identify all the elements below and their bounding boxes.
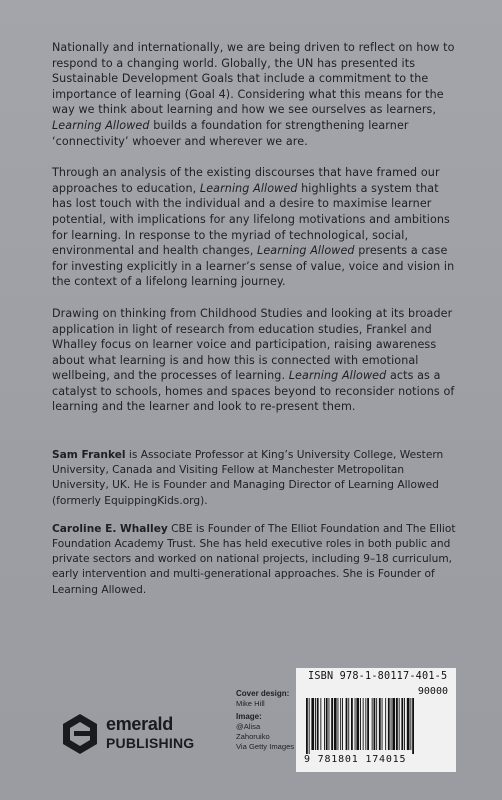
publisher-logo	[60, 712, 195, 758]
author-bio-sam-frankel: Sam Frankel is Associate Professor at King’s University College, Western University, Canada and Visiting Fellow at Manchester Metropolitan University, UK. He is Founder and Managing Director of Learning Allowed (formerly EquippingKids.org).	[52, 449, 444, 507]
blurb-text	[52, 40, 462, 431]
blurb-paragraph-1: Nationally and internationally, we are being driven to reflect on how to respond to a changing world. Globally, the UN has presented its Sustainable Development Goals that include a commitment to the importance of learning (Goal 4). Considering what this means for the way we think about learning and how we see ourselves as learners, Learning Allowed builds a foundation for strengthening learner ‘connectivity’ whoever and wherever we are.	[52, 41, 455, 148]
author-bios	[52, 448, 462, 611]
blurb-paragraph-2: Through an analysis of the existing discourses that have framed our approaches to education, Learning Allowed highlights a system that has lost touch with the individual and a desire to maximise learner potential, with implications for any lifelong motivations and ambitions for learning. In response to the myriad of technological, social, environmental and health changes, Learning Allowed presents a case for investing explicitly in a learner’s sense of value, voice and vision in the context of a lifelong learning journey.	[52, 166, 455, 289]
cover-credits	[236, 689, 296, 752]
publisher-subname: PUBLISHING	[106, 735, 195, 751]
cover-design-label: Cover design:	[236, 689, 290, 698]
blurb-paragraph-3: Drawing on thinking from Childhood Studies and looking at its broader application in light of research from education studies, Frankel and Whalley focus on learner voice and participation, raising awareness about what learning is and how this is connected with emotional wellbeing, and the processes of learning. Learning Allowed acts as a catalyst to schools, homes and spaces beyond to reconsider notions of learning and the learner and look to re-present them.	[52, 306, 455, 414]
image-credit-label: Image:	[236, 712, 262, 721]
author-bio-caroline-whalley: Caroline E. Whalley CBE is Founder of The Elliot Foundation and The Elliot Foundation Academy Trust. She has held executive roles in both public and private sectors and worked on national projects, including 9–18 curriculum, early intervention and multi-generational approaches. She is Founder of Learning Allowed.	[52, 522, 456, 596]
barcode-addon-number: 90000	[417, 686, 448, 697]
publisher-name: emerald	[106, 714, 173, 734]
barcode-icon	[306, 698, 448, 754]
barcode-number: 9 781801 174015	[304, 754, 407, 765]
cover-design-value: Mike Hill	[236, 699, 265, 708]
emerald-logo-icon	[60, 712, 100, 756]
barcode-panel	[296, 668, 456, 772]
image-credit-value-1: @Alisa Zahoruiko	[236, 722, 270, 741]
image-credit-value-2: Via Getty Images	[236, 742, 295, 751]
isbn-text: ISBN 978-1-80117-401-5	[308, 671, 448, 682]
